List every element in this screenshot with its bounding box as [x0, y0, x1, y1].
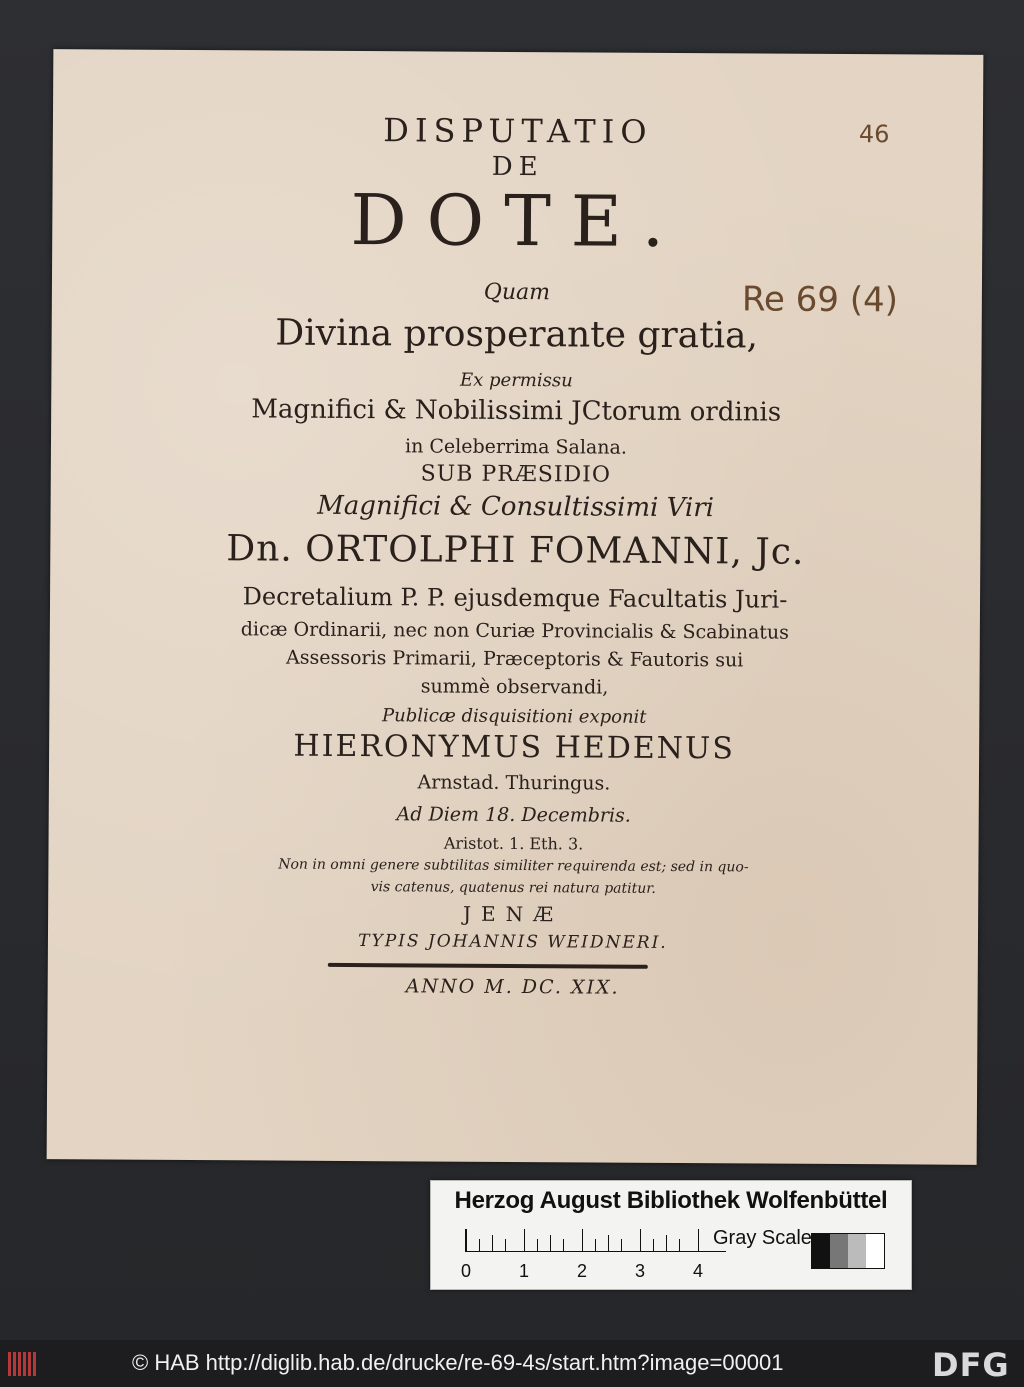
gray-swatch [830, 1234, 848, 1268]
title-page-text [47, 49, 984, 1165]
title-dote: DOTE. [350, 178, 685, 264]
ruler-tick [492, 1235, 493, 1251]
library-name: Herzog August Bibliothek Wolfenbüttel [454, 1187, 888, 1214]
copyright-url[interactable]: © HAB http://diglib.hab.de/drucke/re-69-4s/start.htm?image=00001 [132, 1350, 784, 1375]
line-divina: Divina prosperante gratia, [275, 312, 759, 357]
title-de: DE [491, 151, 544, 183]
document-page [47, 49, 984, 1165]
ruler-tick [621, 1239, 622, 1251]
scale-number: 3 [635, 1261, 646, 1281]
line-sub-praesidio: SUB PRÆSIDIO [420, 461, 612, 488]
shelfmark-annotation: Re 69 (4) [741, 279, 899, 321]
scale-number: 2 [577, 1261, 588, 1281]
line-non-in-omni: Non in omni genere subtilitas similiter requirenda est; sed in quo- [278, 856, 749, 876]
ruler-tick [537, 1239, 538, 1251]
ruler-tick [698, 1229, 699, 1251]
library-color-card [430, 1180, 912, 1290]
line-arnstad: Arnstad. Thuringus. [417, 771, 611, 795]
line-decretalium: Decretalium P. P. ejusdemque Facultatis Juri- [242, 582, 788, 614]
ruler-tick [563, 1239, 564, 1251]
title-disputatio: DISPUTATIO [383, 111, 653, 151]
gray-swatch [866, 1234, 884, 1268]
dfg-logo[interactable]: DFG [932, 1346, 1010, 1384]
line-publicae: Publicæ disquisitioni exponit [382, 705, 647, 728]
gray-scale-label: Gray Scale [713, 1227, 812, 1249]
scale-ruler [465, 1229, 726, 1252]
line-summe: summè observandi, [420, 675, 609, 699]
line-magnifici: Magnifici & Nobilissimi JCtorum ordinis [251, 394, 782, 428]
hab-logo-icon[interactable] [8, 1352, 38, 1376]
footer-bar [0, 1340, 1024, 1387]
line-jenae: JENÆ [462, 901, 564, 927]
line-ex-permissu: Ex permissu [459, 369, 573, 392]
ruler-tick [582, 1229, 583, 1251]
line-magnifici-viri: Magnifici & Consultissimi Viri [317, 490, 715, 524]
gray-swatch [848, 1234, 866, 1268]
line-assessoris: Assessoris Primarii, Præceptoris & Fautoris sui [285, 646, 744, 672]
ruler-tick [608, 1235, 609, 1251]
separator-rule [328, 963, 648, 969]
line-celeberrima: in Celeberrima Salana. [404, 435, 627, 459]
line-hieronymus: HIERONYMUS HEDENUS [293, 728, 735, 767]
ruler-tick [679, 1239, 680, 1251]
ruler-tick [666, 1235, 667, 1251]
gray-scale-swatches [811, 1233, 885, 1269]
ruler-tick [505, 1239, 506, 1251]
line-dn-ortolphi: Dn. ORTOLPHI FOMANNI, Jc. [226, 528, 805, 573]
line-dicae: dicæ Ordinarii, nec non Curiæ Provincialis & Scabinatus [240, 618, 790, 644]
scale-number: 0 [461, 1261, 472, 1281]
ruler-tick [466, 1229, 467, 1251]
line-typis: TYPIS JOHANNIS WEIDNERI. [358, 931, 668, 953]
line-aristot: Aristot. 1. Eth. 3. [443, 833, 584, 854]
ruler-tick [653, 1239, 654, 1251]
ruler-tick [640, 1229, 641, 1251]
ruler-tick [524, 1229, 525, 1251]
ruler-tick [595, 1239, 596, 1251]
gray-swatch [812, 1234, 830, 1268]
scale-number: 1 [519, 1261, 530, 1281]
line-quam: Quam [483, 279, 551, 306]
ruler-tick [550, 1235, 551, 1251]
line-vis-catenus: vis catenus, quatenus rei natura patitur. [370, 879, 656, 897]
scale-number: 4 [693, 1261, 704, 1281]
line-anno: ANNO M. DC. XIX. [405, 975, 620, 999]
folio-number: 46 [858, 120, 890, 149]
ruler-tick [479, 1239, 480, 1251]
line-ad-diem: Ad Diem 18. Decembris. [396, 803, 631, 827]
